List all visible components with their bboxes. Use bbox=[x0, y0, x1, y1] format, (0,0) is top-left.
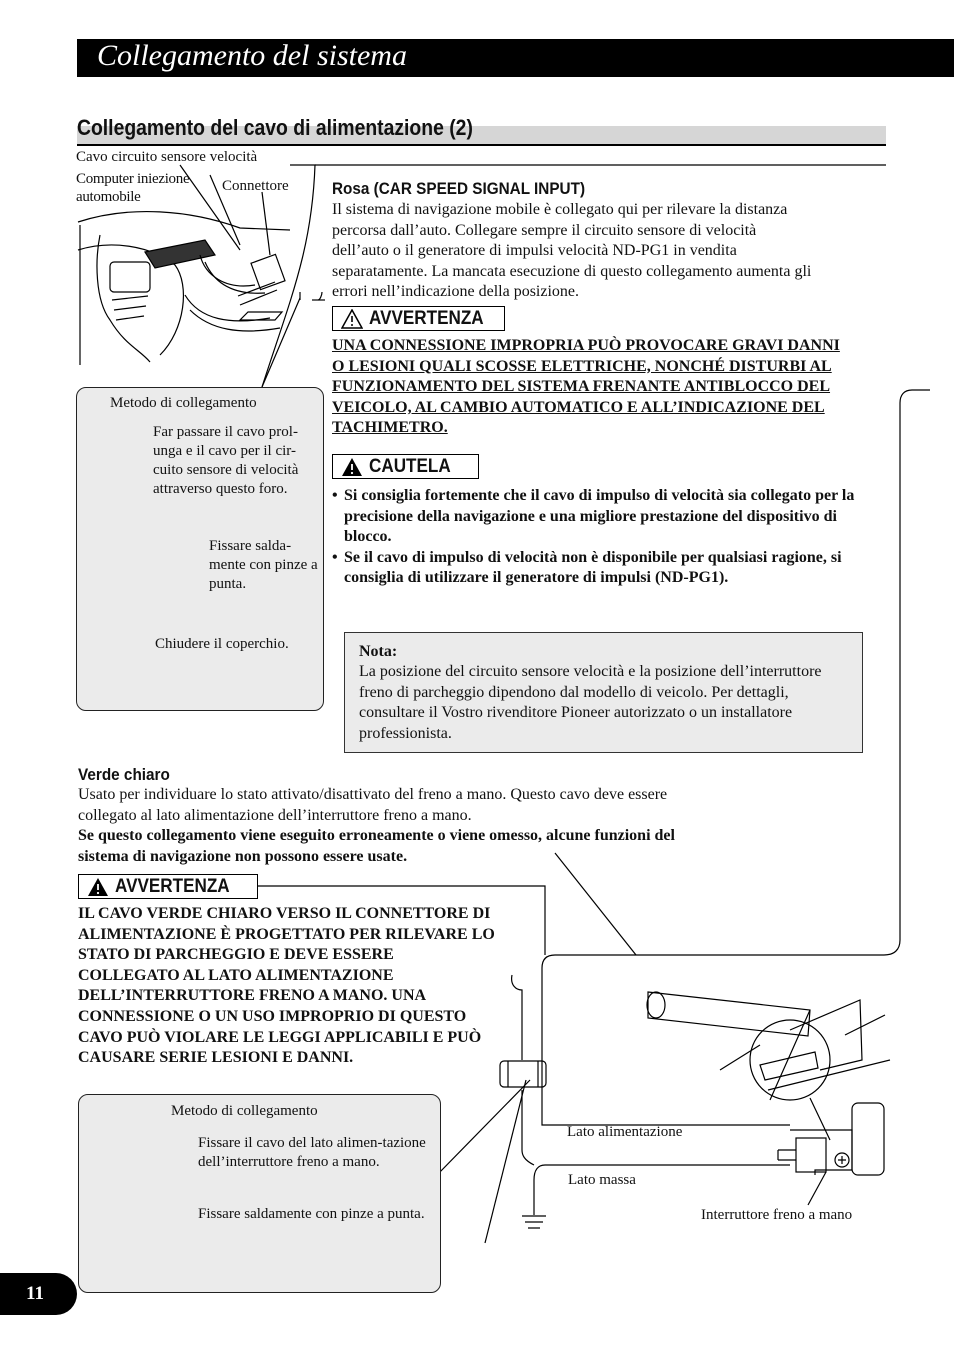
warning-badge-2 bbox=[78, 874, 258, 899]
method1-step2: Fissare salda-mente con pinze a punta. bbox=[209, 538, 318, 592]
caution-item: • Si consiglia fortemente che il cavo di impulso di velocità sia collegato per la precisione della navigazione e una migliore prestazione del dispositivo di blocco. bbox=[332, 486, 862, 548]
warning1-label: AVVERTENZA bbox=[369, 307, 484, 329]
note-text: La posizione del circuito sensore velocità e la posizione dell’interruttore freno di parcheggio dipendono dal modello di veicolo. Per dettagli, consultare il Vostro rivenditore Pioneer autorizzato o un installatore professionista. bbox=[359, 663, 822, 742]
method-box-2 bbox=[78, 1094, 441, 1293]
pink-heading: Rosa (CAR SPEED SIGNAL INPUT) bbox=[332, 179, 586, 198]
green-bold-note: Se questo collegamento viene eseguito erroneamente o viene omesso, alcune funzioni del sistema di navigazione non possono essere usate. bbox=[78, 827, 675, 865]
method1-step1: Far passare il cavo prol-unga e il cavo per il cir-cuito sensore di velocità attraverso questo foro. bbox=[153, 424, 299, 497]
method1-step3: Chiudere il coperchio. bbox=[155, 636, 289, 652]
caution-item: • Se il cavo di impulso di velocità non è disponibile per qualsiasi ragione, si consiglia di utilizzare il generatore di impulsi (ND-PG1). bbox=[332, 548, 862, 589]
note-box bbox=[344, 632, 863, 753]
caution-list bbox=[332, 486, 862, 589]
warning-badge-1 bbox=[332, 306, 505, 331]
note-label: Nota: bbox=[359, 643, 398, 660]
warning-triangle-icon bbox=[87, 877, 109, 897]
page-header-title: Collegamento del sistema bbox=[97, 39, 407, 72]
pink-body: Il sistema di navigazione mobile è collegato qui per rilevare la distanza percorsa dall’auto. Collegare sempre il circuito sensore di velocità dell’auto o il generatore di impulsi velocità ND-PG1 in vendita separatamente. La mancata esecuzione di questo collegamento aumenta gli errori nell’indicazione della posizione. bbox=[332, 201, 812, 300]
page-number: 11 bbox=[26, 1283, 44, 1304]
label-brake-switch: Interruttore freno a mano bbox=[701, 1207, 853, 1223]
method2-step2: Fissare saldamente con pinze a punta. bbox=[198, 1206, 425, 1222]
warning2-text: IL CAVO VERDE CHIARO VERSO IL CONNETTORE DI ALIMENTAZIONE È PROGETTATO PER RILEVARE LO STATO DI PARCHEGGIO E DEVE ESSERE COLLEGATO AL LATO ALIMENTAZIONE DELL’INTERRUTTORE FRENO A MANO. UNA CONNESSIONE O UN USO IMPROPRIO DI QUESTO CAVO PUÒ VIOLARE LE LEGGI APPLICABILI E PUÒ CAUSARE SERIE LESIONI E DANNI. bbox=[78, 905, 495, 1067]
warning2-label: AVVERTENZA bbox=[115, 875, 230, 897]
label-power-side: Lato alimentazione bbox=[567, 1124, 683, 1140]
method2-title: Metodo di collegamento bbox=[171, 1103, 318, 1119]
green-heading: Verde chiaro bbox=[78, 765, 170, 784]
warning-triangle-icon bbox=[341, 309, 363, 329]
caution-badge bbox=[332, 454, 479, 479]
label-ecu: Computer iniezione automobile bbox=[76, 171, 190, 205]
method1-title: Metodo di collegamento bbox=[110, 395, 257, 411]
caution-label: CAUTELA bbox=[369, 455, 451, 477]
label-connector: Connettore bbox=[222, 178, 289, 194]
label-speed-sensor-cable: Cavo circuito sensore velocità bbox=[76, 149, 258, 165]
green-body: Usato per individuare lo stato attivato/disattivato del freno a mano. Questo cavo deve essere collegato al lato alimentazione dell’interruttore freno a mano. bbox=[78, 786, 668, 824]
method2-step1: Fissare il cavo del lato alimen-tazione dell’interruttore freno a mano. bbox=[198, 1135, 426, 1170]
warning1-text: UNA CONNESSIONE IMPROPRIA PUÒ PROVOCARE GRAVI DANNI O LESIONI QUALI SCOSSE ELETTRICHE, NONCHÉ DISTURBI AL FUNZIONAMENTO DEL SISTEMA FRENANTE ANTIBLOCCO DEL VEICOLO, AL CAMBIO AUTOMATICO E ALL’INDICAZIONE DEL TACHIMETRO. bbox=[332, 337, 840, 437]
section-title: Collegamento del cavo di alimentazione (2) bbox=[77, 115, 473, 140]
warning-triangle-icon bbox=[341, 457, 363, 477]
label-ground-side: Lato massa bbox=[568, 1172, 636, 1188]
